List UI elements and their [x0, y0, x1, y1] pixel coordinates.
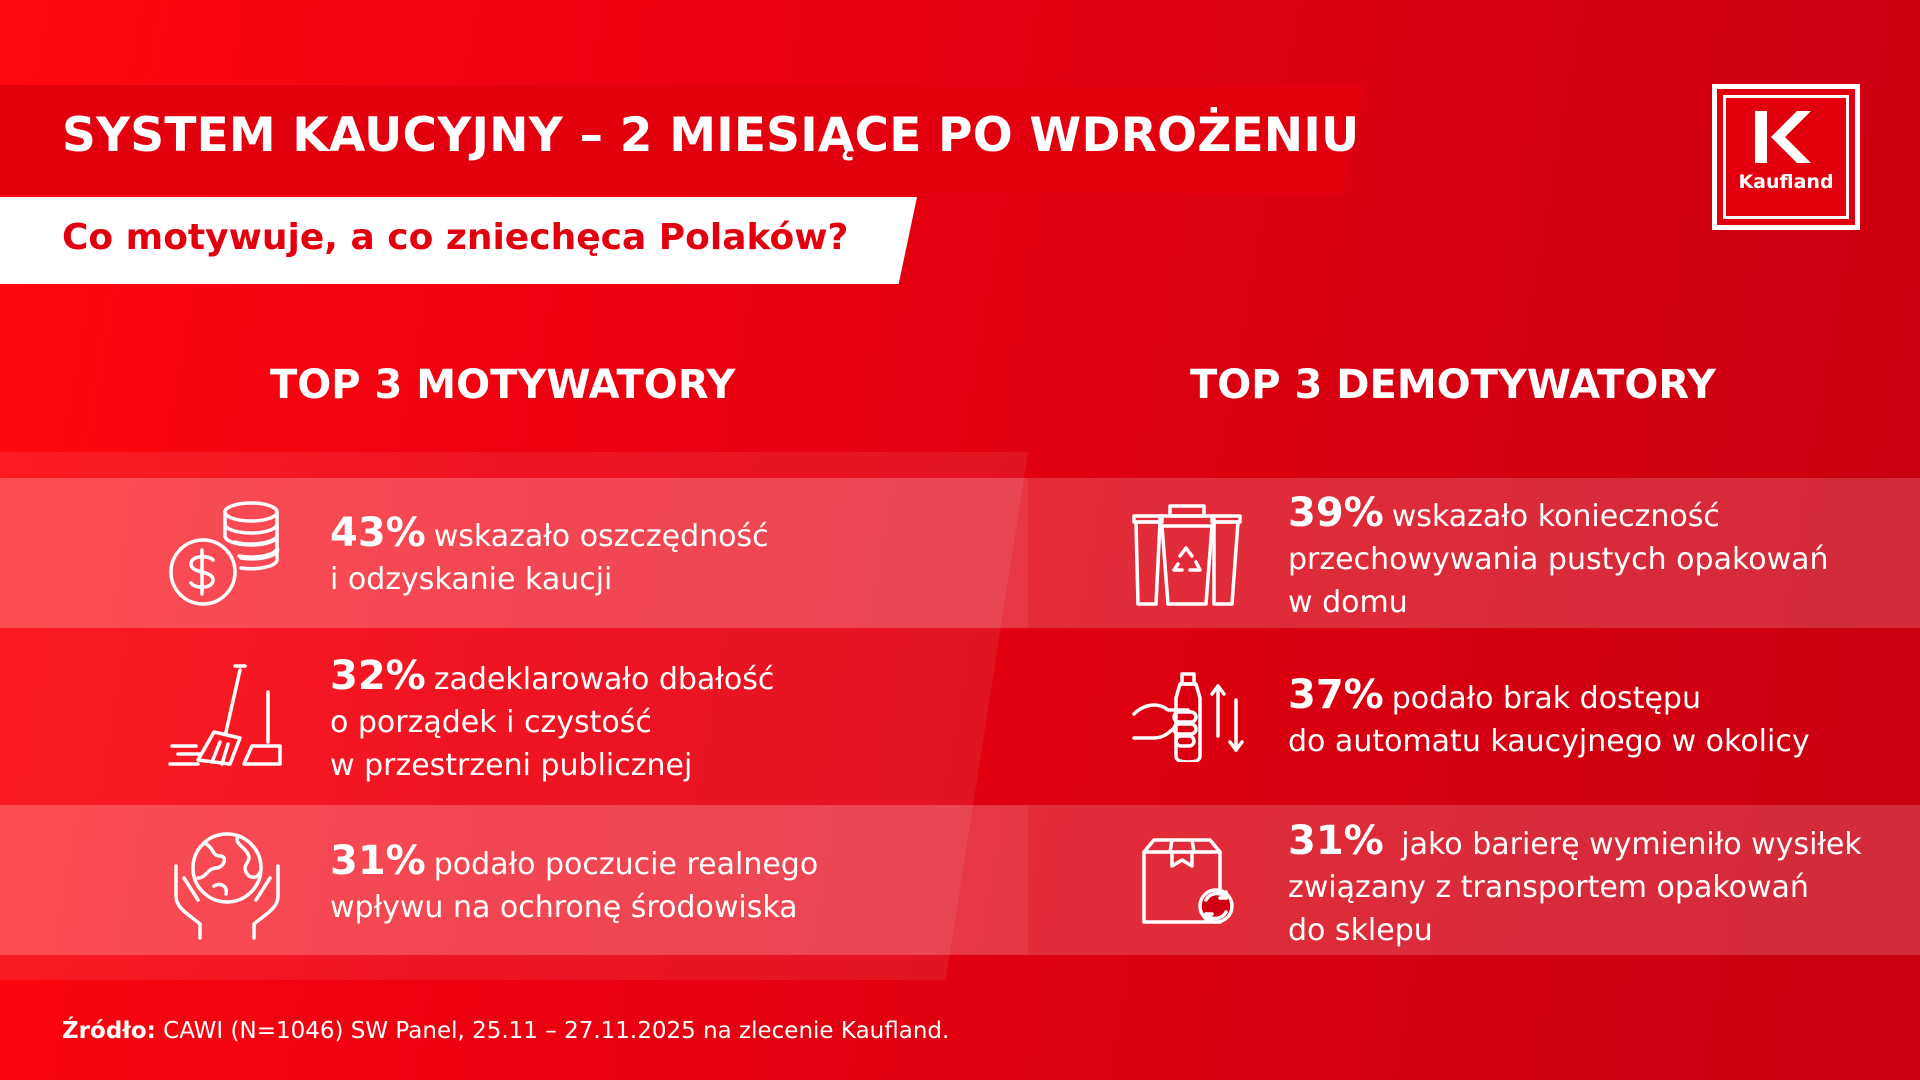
- page-subtitle: Co motywuje, a co zniechęca Polaków?: [62, 217, 849, 258]
- demotivator-item-2: [1288, 674, 1810, 763]
- demotivator-1-line2: przechowywania pustych opakowań: [1288, 542, 1829, 577]
- page-title: SYSTEM KAUCYJNY – 2 MIESIĄCE PO WDROŻENIU: [62, 108, 1360, 163]
- coins-dollar-icon: [165, 498, 285, 610]
- demotivator-3-line1: jako barierę wymieniło wysiłek: [1391, 827, 1862, 862]
- recycling-bins-icon: [1130, 500, 1244, 608]
- kaufland-logo: [1712, 84, 1860, 230]
- hands-globe-icon: [170, 826, 284, 940]
- motivator-item-2: [330, 655, 774, 787]
- demotivator-1-percent: 39%: [1288, 490, 1384, 536]
- kaufland-k-icon: [1753, 107, 1813, 167]
- source-text: CAWI (N=1046) SW Panel, 25.11 – 27.11.2025 na zlecenie Kaufland.: [155, 1018, 950, 1044]
- motivator-1-line1: wskazało oszczędność: [433, 519, 769, 554]
- demotivator-3-percent: 31%: [1288, 818, 1384, 864]
- demotivator-2-percent: 37%: [1288, 672, 1384, 718]
- motivator-item-3: [330, 840, 818, 929]
- demotivator-2-line2: do automatu kaucyjnego w okolicy: [1288, 724, 1810, 759]
- logo-text: Kaufland: [1738, 171, 1834, 193]
- demotivator-3-line3: do sklepu: [1288, 913, 1433, 948]
- demotivator-1-line3: w domu: [1288, 585, 1408, 620]
- motivator-1-line2: i odzyskanie kaucji: [330, 562, 613, 597]
- hand-bottle-icon: [1130, 672, 1246, 762]
- source-note: [62, 1018, 949, 1044]
- demotivator-item-3: [1288, 820, 1862, 952]
- motivator-3-line1: podało poczucie realnego: [433, 847, 819, 882]
- demotivators-heading: TOP 3 DEMOTYWATORY: [1190, 362, 1716, 408]
- demotivator-3-line2: związany z transportem opakowań: [1288, 870, 1809, 905]
- broom-dustpan-icon: [168, 662, 288, 770]
- demotivator-item-1: [1288, 492, 1829, 624]
- motivator-item-1: [330, 512, 769, 601]
- motivators-heading: TOP 3 MOTYWATORY: [270, 362, 736, 408]
- motivator-2-line2: o porządek i czystość: [330, 705, 652, 740]
- motivator-2-percent: 32%: [330, 653, 426, 699]
- motivator-3-percent: 31%: [330, 838, 426, 884]
- motivator-3-line2: wpływu na ochronę środowiska: [330, 890, 798, 925]
- motivator-2-line1: zadeklarowało dbałość: [433, 662, 775, 697]
- motivator-1-percent: 43%: [330, 510, 426, 556]
- demotivator-2-line1: podało brak dostępu: [1391, 681, 1701, 716]
- box-return-icon: [1140, 836, 1238, 928]
- motivator-2-line3: w przestrzeni publicznej: [330, 748, 693, 783]
- source-label: Źródło:: [62, 1018, 156, 1044]
- demotivator-1-line1: wskazało konieczność: [1391, 499, 1720, 534]
